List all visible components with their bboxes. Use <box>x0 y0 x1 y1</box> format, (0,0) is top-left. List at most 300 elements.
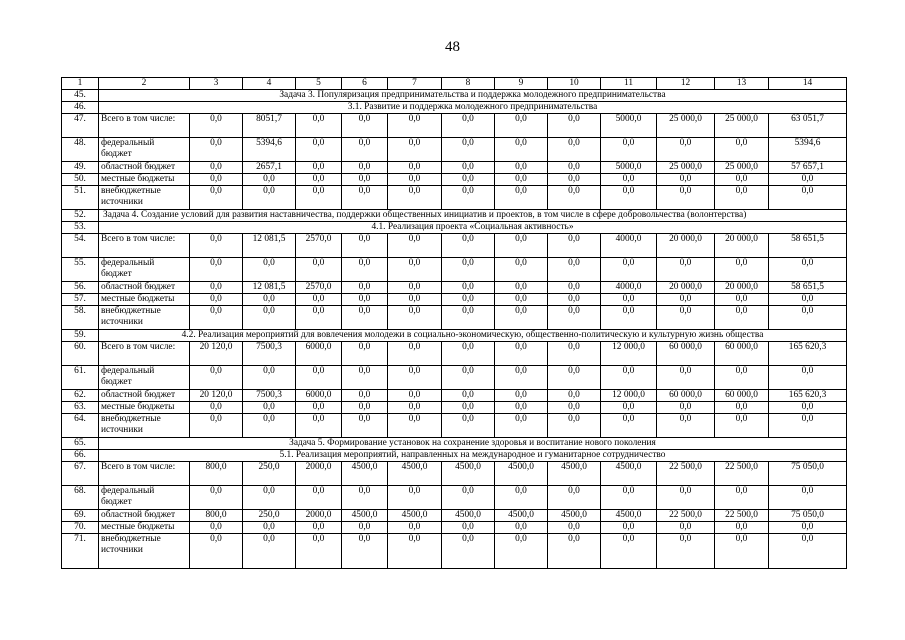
amount-cell: 0,0 <box>388 114 442 138</box>
amount-cell: 0,0 <box>388 306 442 330</box>
amount-cell: 0,0 <box>495 162 548 174</box>
amount-cell: 0,0 <box>601 306 657 330</box>
amount-cell: 0,0 <box>342 366 388 390</box>
amount-cell: 0,0 <box>190 414 243 438</box>
amount-cell: 0,0 <box>296 174 342 186</box>
amount-cell: 0,0 <box>601 486 657 510</box>
amount-cell: 0,0 <box>495 522 548 534</box>
amount-cell: 0,0 <box>657 414 715 438</box>
amount-cell: 4500,0 <box>601 462 657 486</box>
section-row <box>62 90 847 102</box>
amount-cell: 0,0 <box>388 258 442 282</box>
amount-cell: 0,0 <box>243 414 296 438</box>
amount-cell: 58 651,5 <box>769 282 847 294</box>
amount-cell: 0,0 <box>388 282 442 294</box>
funding-source: местные бюджеты <box>99 174 190 186</box>
amount-cell: 0,0 <box>342 534 388 569</box>
amount-cell: 4000,0 <box>601 234 657 258</box>
amount-cell: 5000,0 <box>601 162 657 174</box>
section-title: Задача 3. Популяризация предпринимательства и поддержка молодежного предпринимательства <box>99 90 847 102</box>
amount-cell: 0,0 <box>190 234 243 258</box>
amount-cell: 0,0 <box>442 174 495 186</box>
amount-cell: 25 000,0 <box>657 162 715 174</box>
amount-cell: 4500,0 <box>442 462 495 486</box>
column-header: 11 <box>601 78 657 90</box>
row-number: 59. <box>62 330 99 342</box>
column-header: 3 <box>190 78 243 90</box>
amount-cell: 0,0 <box>548 294 601 306</box>
amount-cell: 22 500,0 <box>715 510 769 522</box>
amount-cell: 2657,1 <box>243 162 296 174</box>
row-number: 67. <box>62 462 99 486</box>
amount-cell: 0,0 <box>190 294 243 306</box>
amount-cell: 0,0 <box>342 114 388 138</box>
amount-cell: 0,0 <box>548 522 601 534</box>
amount-cell: 0,0 <box>495 186 548 210</box>
row-number: 71. <box>62 534 99 569</box>
amount-cell: 0,0 <box>769 258 847 282</box>
amount-cell: 0,0 <box>657 186 715 210</box>
column-header: 13 <box>715 78 769 90</box>
table-row <box>62 186 847 210</box>
amount-cell: 0,0 <box>442 390 495 402</box>
amount-cell: 0,0 <box>388 174 442 186</box>
row-number: 70. <box>62 522 99 534</box>
amount-cell: 0,0 <box>388 522 442 534</box>
table-row <box>62 366 847 390</box>
amount-cell: 0,0 <box>657 294 715 306</box>
amount-cell: 2570,0 <box>296 282 342 294</box>
amount-cell: 0,0 <box>296 138 342 162</box>
amount-cell: 0,0 <box>190 138 243 162</box>
amount-cell: 0,0 <box>601 366 657 390</box>
amount-cell: 0,0 <box>388 534 442 569</box>
amount-cell: 0,0 <box>769 534 847 569</box>
amount-cell: 7500,3 <box>243 342 296 366</box>
funding-source: Всего в том числе: <box>99 114 190 138</box>
amount-cell: 25 000,0 <box>715 114 769 138</box>
amount-cell: 0,0 <box>715 414 769 438</box>
amount-cell: 7500,3 <box>243 390 296 402</box>
funding-source: федеральный бюджет <box>99 366 190 390</box>
amount-cell: 0,0 <box>388 138 442 162</box>
amount-cell: 0,0 <box>601 258 657 282</box>
column-header: 5 <box>296 78 342 90</box>
amount-cell: 0,0 <box>388 402 442 414</box>
amount-cell: 58 651,5 <box>769 234 847 258</box>
table-row <box>62 306 847 330</box>
header-row <box>62 78 847 90</box>
amount-cell: 0,0 <box>657 174 715 186</box>
amount-cell: 0,0 <box>296 258 342 282</box>
amount-cell: 0,0 <box>548 138 601 162</box>
amount-cell: 75 050,0 <box>769 510 847 522</box>
row-number: 46. <box>62 102 99 114</box>
amount-cell: 4000,0 <box>601 282 657 294</box>
amount-cell: 0,0 <box>715 258 769 282</box>
column-header: 2 <box>99 78 190 90</box>
funding-source: местные бюджеты <box>99 294 190 306</box>
amount-cell: 165 620,3 <box>769 342 847 366</box>
funding-source: федеральный бюджет <box>99 138 190 162</box>
amount-cell: 0,0 <box>442 114 495 138</box>
row-number: 61. <box>62 366 99 390</box>
amount-cell: 0,0 <box>495 390 548 402</box>
funding-source: Всего в том числе: <box>99 342 190 366</box>
amount-cell: 12 081,5 <box>243 282 296 294</box>
amount-cell: 0,0 <box>342 162 388 174</box>
table-row <box>62 534 847 569</box>
funding-source: местные бюджеты <box>99 402 190 414</box>
amount-cell: 0,0 <box>442 486 495 510</box>
amount-cell: 0,0 <box>342 306 388 330</box>
amount-cell: 0,0 <box>769 294 847 306</box>
funding-source: Всего в том числе: <box>99 462 190 486</box>
section-row <box>62 222 847 234</box>
column-header: 12 <box>657 78 715 90</box>
section-title: Задача 5. Формирование установок на сохранение здоровья и воспитание нового поколения <box>99 438 847 450</box>
amount-cell: 2000,0 <box>296 510 342 522</box>
amount-cell: 0,0 <box>548 258 601 282</box>
table-row <box>62 162 847 174</box>
funding-source: внебюджетные источники <box>99 186 190 210</box>
amount-cell: 0,0 <box>342 234 388 258</box>
amount-cell: 4500,0 <box>495 510 548 522</box>
amount-cell: 0,0 <box>243 522 296 534</box>
row-number: 48. <box>62 138 99 162</box>
section-row <box>62 438 847 450</box>
section-title: Задача 4. Создание условий для развития наставничества, поддержки общественных инициатив и проектов, в том числе в сфере добровольчества (волонтерства) <box>99 210 847 222</box>
amount-cell: 250,0 <box>243 462 296 486</box>
amount-cell: 0,0 <box>495 114 548 138</box>
amount-cell: 0,0 <box>715 306 769 330</box>
table-row <box>62 258 847 282</box>
section-row <box>62 450 847 462</box>
amount-cell: 0,0 <box>769 306 847 330</box>
amount-cell: 20 120,0 <box>190 390 243 402</box>
amount-cell: 20 000,0 <box>715 234 769 258</box>
section-title: 5.1. Реализация мероприятий, направленных на международное и гуманитарное сотрудничество <box>99 450 847 462</box>
amount-cell: 60 000,0 <box>715 342 769 366</box>
amount-cell: 0,0 <box>342 138 388 162</box>
amount-cell: 12 081,5 <box>243 234 296 258</box>
amount-cell: 0,0 <box>715 186 769 210</box>
amount-cell: 60 000,0 <box>715 390 769 402</box>
section-row <box>62 330 847 342</box>
amount-cell: 0,0 <box>442 366 495 390</box>
column-header: 14 <box>769 78 847 90</box>
amount-cell: 20 000,0 <box>715 282 769 294</box>
row-number: 50. <box>62 174 99 186</box>
column-header: 4 <box>243 78 296 90</box>
amount-cell: 0,0 <box>342 390 388 402</box>
amount-cell: 22 500,0 <box>657 462 715 486</box>
table-row <box>62 414 847 438</box>
row-number: 52. <box>62 210 99 222</box>
amount-cell: 0,0 <box>296 402 342 414</box>
column-header: 10 <box>548 78 601 90</box>
amount-cell: 0,0 <box>495 174 548 186</box>
row-number: 64. <box>62 414 99 438</box>
table-row <box>62 510 847 522</box>
amount-cell: 0,0 <box>548 234 601 258</box>
section-title: 4.1. Реализация проекта «Социальная активность» <box>99 222 847 234</box>
amount-cell: 0,0 <box>296 522 342 534</box>
amount-cell: 0,0 <box>657 258 715 282</box>
amount-cell: 4500,0 <box>601 510 657 522</box>
amount-cell: 0,0 <box>601 186 657 210</box>
table-row <box>62 114 847 138</box>
amount-cell: 0,0 <box>657 138 715 162</box>
column-header: 9 <box>495 78 548 90</box>
amount-cell: 0,0 <box>243 186 296 210</box>
amount-cell: 0,0 <box>388 414 442 438</box>
amount-cell: 4500,0 <box>388 462 442 486</box>
amount-cell: 6000,0 <box>296 390 342 402</box>
amount-cell: 0,0 <box>342 522 388 534</box>
amount-cell: 0,0 <box>495 366 548 390</box>
amount-cell: 0,0 <box>601 402 657 414</box>
amount-cell: 20 000,0 <box>657 282 715 294</box>
funding-source: внебюджетные источники <box>99 306 190 330</box>
amount-cell: 0,0 <box>601 294 657 306</box>
amount-cell: 12 000,0 <box>601 342 657 366</box>
amount-cell: 0,0 <box>769 522 847 534</box>
amount-cell: 0,0 <box>190 522 243 534</box>
column-header: 7 <box>388 78 442 90</box>
amount-cell: 0,0 <box>601 138 657 162</box>
page-number: 48 <box>445 39 460 55</box>
amount-cell: 0,0 <box>296 114 342 138</box>
amount-cell: 0,0 <box>442 138 495 162</box>
amount-cell: 0,0 <box>388 342 442 366</box>
amount-cell: 0,0 <box>548 414 601 438</box>
amount-cell: 0,0 <box>243 486 296 510</box>
amount-cell: 250,0 <box>243 510 296 522</box>
amount-cell: 0,0 <box>342 174 388 186</box>
amount-cell: 4500,0 <box>342 510 388 522</box>
amount-cell: 0,0 <box>657 522 715 534</box>
amount-cell: 0,0 <box>715 402 769 414</box>
amount-cell: 0,0 <box>495 234 548 258</box>
amount-cell: 0,0 <box>715 534 769 569</box>
amount-cell: 0,0 <box>548 306 601 330</box>
amount-cell: 0,0 <box>548 486 601 510</box>
amount-cell: 0,0 <box>190 282 243 294</box>
funding-source: федеральный бюджет <box>99 486 190 510</box>
table-row <box>62 174 847 186</box>
amount-cell: 4500,0 <box>495 462 548 486</box>
amount-cell: 0,0 <box>388 234 442 258</box>
amount-cell: 0,0 <box>388 486 442 510</box>
amount-cell: 5394,6 <box>243 138 296 162</box>
amount-cell: 0,0 <box>657 402 715 414</box>
amount-cell: 4500,0 <box>548 510 601 522</box>
amount-cell: 0,0 <box>442 522 495 534</box>
amount-cell: 0,0 <box>715 522 769 534</box>
amount-cell: 0,0 <box>342 414 388 438</box>
column-header: 8 <box>442 78 495 90</box>
funding-source: Всего в том числе: <box>99 234 190 258</box>
amount-cell: 0,0 <box>442 402 495 414</box>
amount-cell: 0,0 <box>442 186 495 210</box>
row-number: 60. <box>62 342 99 366</box>
amount-cell: 0,0 <box>495 342 548 366</box>
amount-cell: 0,0 <box>442 342 495 366</box>
amount-cell: 0,0 <box>715 294 769 306</box>
row-number: 56. <box>62 282 99 294</box>
amount-cell: 0,0 <box>342 258 388 282</box>
amount-cell: 0,0 <box>769 486 847 510</box>
table-row <box>62 282 847 294</box>
amount-cell: 0,0 <box>342 186 388 210</box>
amount-cell: 0,0 <box>548 390 601 402</box>
amount-cell: 5394,6 <box>769 138 847 162</box>
amount-cell: 25 000,0 <box>715 162 769 174</box>
column-header: 1 <box>62 78 99 90</box>
amount-cell: 0,0 <box>548 366 601 390</box>
amount-cell: 0,0 <box>601 174 657 186</box>
amount-cell: 2570,0 <box>296 234 342 258</box>
amount-cell: 0,0 <box>442 294 495 306</box>
table-row <box>62 294 847 306</box>
table-row <box>62 462 847 486</box>
amount-cell: 0,0 <box>495 138 548 162</box>
amount-cell: 0,0 <box>342 486 388 510</box>
amount-cell: 0,0 <box>388 186 442 210</box>
row-number: 65. <box>62 438 99 450</box>
amount-cell: 0,0 <box>296 366 342 390</box>
amount-cell: 0,0 <box>190 186 243 210</box>
amount-cell: 0,0 <box>442 414 495 438</box>
funding-source: внебюджетные источники <box>99 534 190 569</box>
amount-cell: 0,0 <box>190 114 243 138</box>
table-row <box>62 138 847 162</box>
row-number: 47. <box>62 114 99 138</box>
amount-cell: 0,0 <box>548 282 601 294</box>
amount-cell: 20 120,0 <box>190 342 243 366</box>
budget-table <box>61 77 847 569</box>
amount-cell: 0,0 <box>342 282 388 294</box>
amount-cell: 57 657,1 <box>769 162 847 174</box>
row-number: 58. <box>62 306 99 330</box>
row-number: 55. <box>62 258 99 282</box>
amount-cell: 75 050,0 <box>769 462 847 486</box>
amount-cell: 0,0 <box>715 486 769 510</box>
amount-cell: 0,0 <box>715 138 769 162</box>
amount-cell: 25 000,0 <box>657 114 715 138</box>
funding-source: областной бюджет <box>99 390 190 402</box>
amount-cell: 60 000,0 <box>657 342 715 366</box>
amount-cell: 0,0 <box>601 522 657 534</box>
amount-cell: 0,0 <box>769 186 847 210</box>
row-number: 54. <box>62 234 99 258</box>
section-title: 3.1. Развитие и поддержка молодежного предпринимательства <box>99 102 847 114</box>
amount-cell: 0,0 <box>190 486 243 510</box>
funding-source: областной бюджет <box>99 282 190 294</box>
amount-cell: 8051,7 <box>243 114 296 138</box>
table-row <box>62 486 847 510</box>
amount-cell: 0,0 <box>442 282 495 294</box>
amount-cell: 0,0 <box>342 294 388 306</box>
amount-cell: 0,0 <box>715 174 769 186</box>
amount-cell: 0,0 <box>495 534 548 569</box>
amount-cell: 0,0 <box>601 534 657 569</box>
amount-cell: 0,0 <box>243 366 296 390</box>
amount-cell: 60 000,0 <box>657 390 715 402</box>
amount-cell: 0,0 <box>495 258 548 282</box>
amount-cell: 12 000,0 <box>601 390 657 402</box>
amount-cell: 20 000,0 <box>657 234 715 258</box>
amount-cell: 0,0 <box>243 306 296 330</box>
amount-cell: 0,0 <box>388 390 442 402</box>
amount-cell: 0,0 <box>190 174 243 186</box>
amount-cell: 0,0 <box>495 414 548 438</box>
amount-cell: 0,0 <box>442 234 495 258</box>
funding-source: областной бюджет <box>99 510 190 522</box>
row-number: 57. <box>62 294 99 306</box>
row-number: 68. <box>62 486 99 510</box>
amount-cell: 2000,0 <box>296 462 342 486</box>
funding-source: федеральный бюджет <box>99 258 190 282</box>
table-body <box>62 90 847 569</box>
amount-cell: 0,0 <box>296 534 342 569</box>
section-row <box>62 102 847 114</box>
amount-cell: 0,0 <box>657 306 715 330</box>
amount-cell: 0,0 <box>190 534 243 569</box>
amount-cell: 0,0 <box>495 282 548 294</box>
amount-cell: 800,0 <box>190 462 243 486</box>
funding-source: внебюджетные источники <box>99 414 190 438</box>
amount-cell: 0,0 <box>342 342 388 366</box>
amount-cell: 0,0 <box>548 114 601 138</box>
amount-cell: 4500,0 <box>342 462 388 486</box>
amount-cell: 22 500,0 <box>657 510 715 522</box>
amount-cell: 0,0 <box>769 414 847 438</box>
amount-cell: 0,0 <box>243 402 296 414</box>
amount-cell: 0,0 <box>715 366 769 390</box>
amount-cell: 6000,0 <box>296 342 342 366</box>
amount-cell: 0,0 <box>296 306 342 330</box>
column-header: 6 <box>342 78 388 90</box>
amount-cell: 4500,0 <box>388 510 442 522</box>
amount-cell: 0,0 <box>548 162 601 174</box>
amount-cell: 0,0 <box>190 162 243 174</box>
amount-cell: 0,0 <box>442 162 495 174</box>
row-number: 53. <box>62 222 99 234</box>
amount-cell: 0,0 <box>296 414 342 438</box>
amount-cell: 0,0 <box>243 294 296 306</box>
amount-cell: 0,0 <box>548 342 601 366</box>
row-number: 63. <box>62 402 99 414</box>
amount-cell: 0,0 <box>190 402 243 414</box>
amount-cell: 0,0 <box>243 534 296 569</box>
amount-cell: 22 500,0 <box>715 462 769 486</box>
amount-cell: 0,0 <box>243 258 296 282</box>
row-number: 51. <box>62 186 99 210</box>
amount-cell: 0,0 <box>296 162 342 174</box>
row-number: 62. <box>62 390 99 402</box>
amount-cell: 0,0 <box>442 258 495 282</box>
amount-cell: 0,0 <box>296 486 342 510</box>
amount-cell: 0,0 <box>495 294 548 306</box>
amount-cell: 0,0 <box>296 294 342 306</box>
amount-cell: 0,0 <box>296 186 342 210</box>
amount-cell: 5000,0 <box>601 114 657 138</box>
amount-cell: 0,0 <box>495 306 548 330</box>
amount-cell: 0,0 <box>548 402 601 414</box>
amount-cell: 0,0 <box>342 402 388 414</box>
